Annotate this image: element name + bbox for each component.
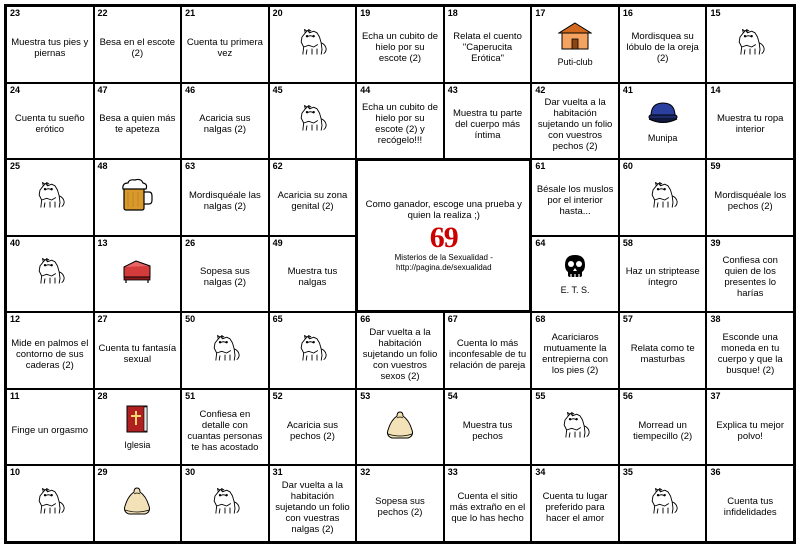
board-cell[interactable] <box>94 312 182 389</box>
board-cell[interactable] <box>444 465 532 542</box>
cell-text: E. T. S. <box>560 284 590 295</box>
cell-number: 33 <box>447 467 458 478</box>
cell-text: Cuenta tu sueño erótico <box>14 113 85 136</box>
board-cell[interactable] <box>94 159 182 236</box>
board-grid <box>4 4 796 544</box>
police-hat-icon <box>646 99 680 132</box>
cell-text: Besa en el escote (2) <box>99 36 176 59</box>
board-cell[interactable] <box>94 236 182 313</box>
cell-text: Mordisquéale las nalgas (2) <box>188 189 261 212</box>
cell-text: Muestra tu ropa interior <box>716 113 784 136</box>
cell-text: Echa un cubito de hielo por su escote (2) y recógelo!!! <box>361 102 439 147</box>
board-cell[interactable] <box>6 236 94 313</box>
board-cell[interactable] <box>619 83 707 160</box>
board-cell[interactable] <box>619 465 707 542</box>
board-cell[interactable] <box>531 312 619 389</box>
cell-text: Mordisquéale los pechos (2) <box>714 189 787 212</box>
board-cell[interactable] <box>181 236 269 313</box>
condom-icon <box>118 485 156 522</box>
cell-number: 59 <box>710 161 721 172</box>
cell-text: Mide en palmos el contorno de sus caderas (2) <box>11 337 89 371</box>
bed-icon <box>120 257 154 290</box>
horse-icon <box>33 486 67 521</box>
cell-text: Relata como te masturbas <box>630 343 695 366</box>
board-cell[interactable] <box>706 389 794 466</box>
board-cell[interactable] <box>6 6 94 83</box>
board-cell[interactable] <box>619 236 707 313</box>
cell-number: 18 <box>447 8 458 18</box>
board-cell[interactable] <box>356 312 444 389</box>
board-cell[interactable] <box>444 6 532 83</box>
board-cell[interactable] <box>706 159 794 236</box>
board-cell[interactable] <box>269 159 357 236</box>
cell-number: 28 <box>97 390 108 401</box>
cell-text: Munipa <box>647 132 678 143</box>
horse-icon <box>33 180 67 215</box>
horse-icon <box>646 486 680 521</box>
board-cell[interactable] <box>356 465 444 542</box>
board-cell[interactable] <box>444 389 532 466</box>
cell-text: Iglesia <box>124 440 151 451</box>
cell-text: Confiesa en detalle con cuantas personas te has acostado <box>187 408 263 453</box>
cell-number: 60 <box>622 161 633 172</box>
cell-number: 32 <box>360 467 371 478</box>
board-cell[interactable] <box>6 83 94 160</box>
cell-text: Muestra tus pies y piernas <box>11 36 89 59</box>
cell-number: 68 <box>535 314 546 325</box>
board-cell[interactable] <box>269 389 357 466</box>
board-cell[interactable] <box>94 6 182 83</box>
board-cell[interactable] <box>444 83 532 160</box>
cell-number: 30 <box>185 467 196 478</box>
cell-number: 38 <box>710 314 721 325</box>
cell-number: 66 <box>360 314 371 325</box>
board-cell[interactable] <box>6 389 94 466</box>
cell-text: Acaricia sus nalgas (2) <box>199 113 251 136</box>
horse-icon <box>295 333 329 368</box>
cell-number: 35 <box>622 467 633 478</box>
cell-text: Cuenta tus infidelidades <box>723 496 777 519</box>
cell-text: Dar vuelta a la habitación sujetando un folio con vuestros pechos (2) <box>537 96 613 152</box>
board-cell[interactable] <box>706 83 794 160</box>
cell-number: 56 <box>622 390 633 401</box>
board-cell[interactable] <box>6 159 94 236</box>
house-icon <box>558 21 592 56</box>
cell-number: 22 <box>97 8 108 18</box>
cell-text: Acariciaros mutuamente la entrepierna con los pies (2) <box>542 332 609 377</box>
beer-mug-icon <box>117 178 157 217</box>
cell-text: Echa un cubito de hielo por su escote (2) <box>361 31 439 65</box>
board-cell[interactable] <box>94 83 182 160</box>
cell-text: Sopesa sus pechos (2) <box>375 496 425 519</box>
center-instruction: Como ganador, escoge una prueba y quien la realiza ;) <box>365 198 522 221</box>
center-panel <box>356 159 531 312</box>
cell-number: 39 <box>710 237 721 248</box>
cell-text: Mordisquea su lóbulo de la oreja (2) <box>626 31 699 65</box>
cell-number: 27 <box>97 314 108 325</box>
board-cell[interactable] <box>6 465 94 542</box>
cell-number: 45 <box>272 84 283 95</box>
cell-number: 34 <box>535 467 546 478</box>
cell-text: Dar vuelta a la habitación sujetando un folio con vuestros sexos (2) <box>362 326 438 382</box>
board-cell[interactable] <box>269 465 357 542</box>
cell-number: 37 <box>710 390 721 401</box>
horse-icon <box>295 103 329 138</box>
board-cell[interactable] <box>619 159 707 236</box>
cell-number: 31 <box>272 467 283 478</box>
cell-text: Acaricia sus pechos (2) <box>286 419 339 442</box>
board-cell[interactable] <box>356 83 444 160</box>
board-cell[interactable] <box>269 236 357 313</box>
cell-number: 65 <box>272 314 283 325</box>
cell-number: 53 <box>360 390 371 401</box>
board-cell[interactable] <box>356 389 444 466</box>
cell-number: 19 <box>360 8 371 18</box>
cell-number: 42 <box>535 84 546 95</box>
cell-text: Cuenta tu fantasía sexual <box>98 343 177 366</box>
cell-text: Dar vuelta a la habitación sujetando un folio con vuestras nalgas (2) <box>275 479 350 535</box>
board-cell[interactable] <box>6 312 94 389</box>
cell-number: 47 <box>97 84 108 95</box>
cell-number: 41 <box>622 84 633 95</box>
cell-number: 12 <box>10 314 21 325</box>
cell-number: 16 <box>622 8 633 18</box>
cell-text: Muestra tu parte del cuerpo más íntima <box>452 107 523 141</box>
board-cell[interactable] <box>444 312 532 389</box>
condom-icon <box>381 409 419 446</box>
cell-number: 17 <box>535 8 546 18</box>
cell-number: 10 <box>10 467 21 478</box>
cell-text: Puti-club <box>557 57 593 68</box>
cell-text: Relata el cuento "Caperucita Erótica" <box>453 31 522 65</box>
board-cell[interactable] <box>181 6 269 83</box>
cell-text: Confiesa con quien de los presentes lo harías <box>722 255 778 300</box>
horse-icon <box>646 180 680 215</box>
cell-number: 55 <box>535 390 546 401</box>
cell-number: 51 <box>185 390 196 401</box>
cell-number: 52 <box>272 390 283 401</box>
cell-number: 44 <box>360 84 371 95</box>
board-cell[interactable] <box>619 6 707 83</box>
cell-number: 21 <box>185 8 196 18</box>
cell-number: 49 <box>272 237 283 248</box>
board-cell[interactable] <box>181 159 269 236</box>
board-cell[interactable] <box>531 389 619 466</box>
cell-number: 11 <box>10 390 20 401</box>
horse-icon <box>33 256 67 291</box>
cell-number: 15 <box>710 8 721 18</box>
cell-number: 64 <box>535 237 546 248</box>
cell-text: Muestra tus pechos <box>462 419 513 442</box>
cell-number: 54 <box>447 390 458 401</box>
board-cell[interactable] <box>269 83 357 160</box>
cell-number: 24 <box>10 84 21 95</box>
horse-icon <box>295 27 329 62</box>
cell-text: Morread un tiempecillo (2) <box>633 419 693 442</box>
cell-number: 58 <box>622 237 633 248</box>
board-cell[interactable] <box>706 465 794 542</box>
board-cell[interactable] <box>531 236 619 313</box>
cell-text: Explica tu mejor polvo! <box>716 419 785 442</box>
horse-icon <box>733 27 767 62</box>
board-cell[interactable] <box>706 6 794 83</box>
cell-text: Bésale los muslos por el interior hasta... <box>536 184 614 218</box>
cell-text: Haz un striptease íntegro <box>625 266 700 289</box>
cell-number: 13 <box>97 237 108 248</box>
cell-number: 62 <box>272 161 283 172</box>
board-cell[interactable] <box>531 159 619 236</box>
cell-number: 67 <box>447 314 458 325</box>
cell-number: 50 <box>185 314 196 325</box>
cell-text: Acaricia su zona genital (2) <box>277 189 348 212</box>
board-cell[interactable] <box>531 465 619 542</box>
center-subtitle: Misterios de la Sexualidad - http://pagina.de/sexualidad <box>394 252 493 272</box>
cell-number: 61 <box>535 161 546 172</box>
board-cell[interactable] <box>181 389 269 466</box>
cell-text: Cuenta el sitio más extraño en el que lo has hecho <box>449 490 526 524</box>
cell-text: Cuenta tu primera vez <box>186 36 263 59</box>
board-cell[interactable] <box>706 236 794 313</box>
center-number: 69 <box>429 220 458 254</box>
cell-number: 40 <box>10 237 21 248</box>
cell-text: Esconde una moneda en tu cuerpo y que la busque! (2) <box>717 332 783 377</box>
board-cell[interactable] <box>181 465 269 542</box>
skull-icon <box>560 253 590 284</box>
cell-number: 25 <box>10 161 21 172</box>
cell-text: Sopesa sus nalgas (2) <box>200 266 250 289</box>
horse-icon <box>208 333 242 368</box>
cell-number: 36 <box>710 467 721 478</box>
board-cell[interactable] <box>706 312 794 389</box>
board-cell[interactable] <box>619 312 707 389</box>
cell-number: 48 <box>97 161 108 172</box>
board-cell[interactable] <box>181 83 269 160</box>
horse-icon <box>208 486 242 521</box>
board-cell[interactable] <box>269 312 357 389</box>
board-cell[interactable] <box>269 6 357 83</box>
cell-number: 23 <box>10 8 21 18</box>
cell-number: 29 <box>97 467 108 478</box>
cell-text: Cuenta lo más inconfesable de tu relación de pareja <box>448 337 527 371</box>
board-cell[interactable] <box>181 312 269 389</box>
cell-number: 46 <box>185 84 196 95</box>
cell-text: Finge un orgasmo <box>11 425 89 437</box>
board-cell[interactable] <box>531 6 619 83</box>
horse-icon <box>558 410 592 445</box>
board-cell[interactable] <box>94 389 182 466</box>
cell-text: Cuenta tu lugar preferido para hacer el amor <box>542 490 608 524</box>
cell-number: 57 <box>622 314 633 325</box>
cell-text: Besa a quien más te apeteza <box>99 113 176 136</box>
cell-number: 43 <box>447 84 458 95</box>
board-cell[interactable] <box>531 83 619 160</box>
cell-text: Muestra tus nalgas <box>287 266 338 289</box>
board-cell[interactable] <box>94 465 182 542</box>
board-cell[interactable] <box>356 6 444 83</box>
cell-number: 14 <box>710 84 721 95</box>
cell-number: 20 <box>272 8 283 18</box>
cell-number: 63 <box>185 161 196 172</box>
bible-icon <box>124 404 150 439</box>
board-cell[interactable] <box>619 389 707 466</box>
cell-number: 26 <box>185 237 196 248</box>
